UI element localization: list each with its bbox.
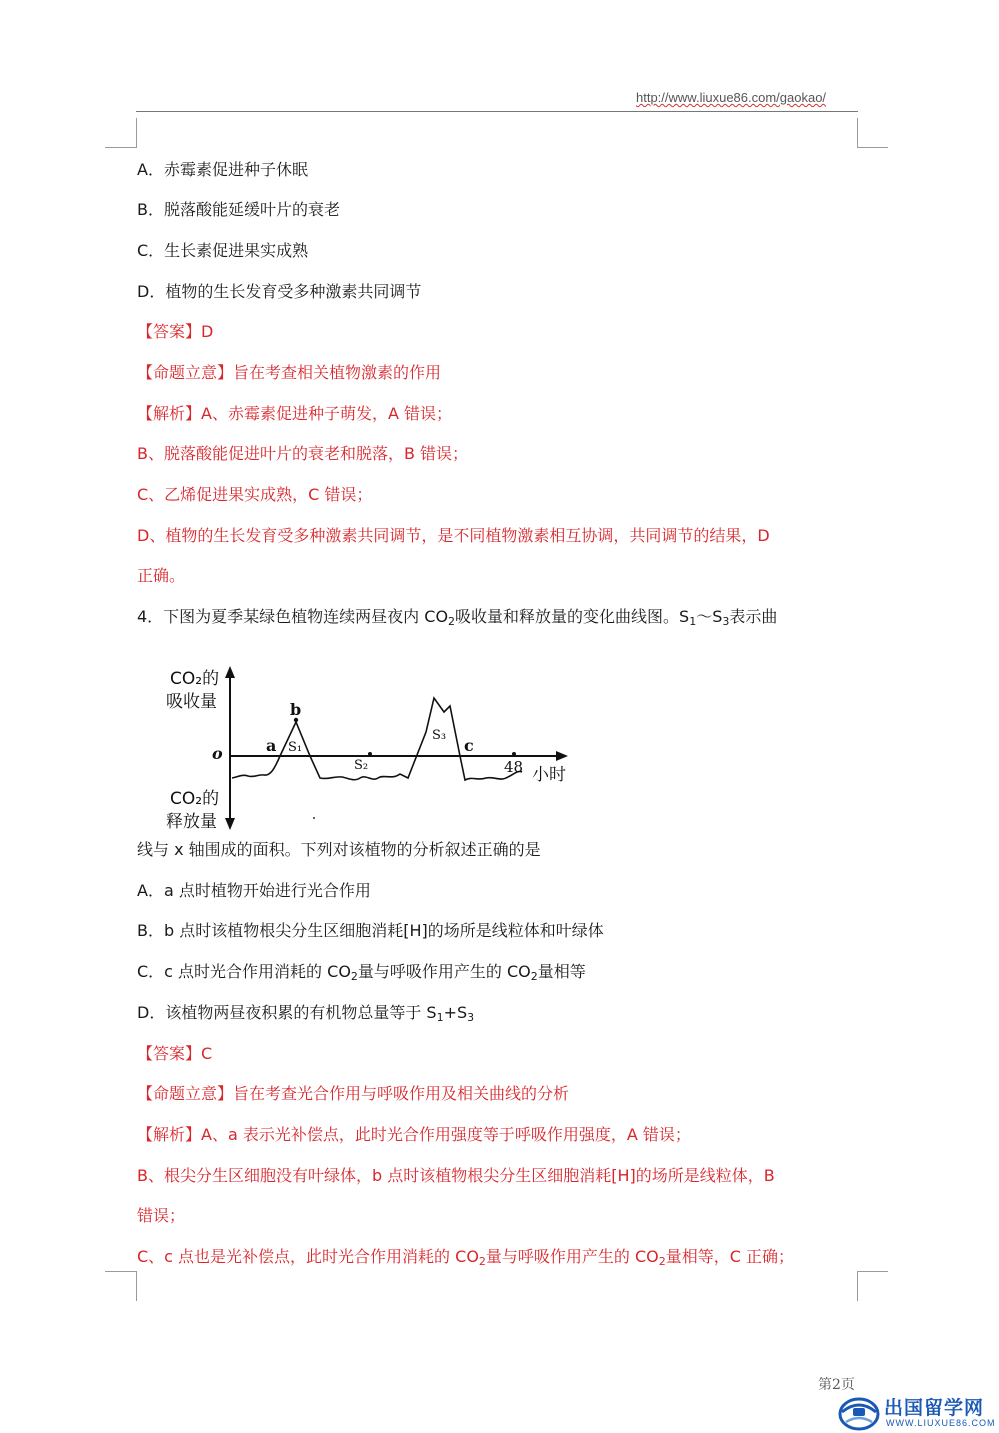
co2-curve-figure [160, 660, 580, 830]
q4-option-d-part: +S [443, 1003, 468, 1022]
q4-analysis-1: 【解析】A、a 表示光补偿点，此时光合作用强度等于呼吸作用强度，A 错误； [137, 1125, 691, 1144]
q3-analysis-1: 【解析】A、赤霉素促进种子萌发，A 错误； [137, 404, 452, 423]
subscript: 3 [467, 1011, 475, 1024]
q4-answer: 【答案】C [137, 1044, 213, 1063]
subscript: 3 [722, 615, 730, 628]
area-s2-label: S₂ [354, 758, 369, 773]
q4-analysis-4-part: C、c 点也是光补偿点，此时光合作用消耗的 CO [137, 1247, 479, 1266]
q4-stem-part: 4．下图为夏季某绿色植物连续两昼夜内 CO [137, 607, 449, 626]
q3-answer: 【答案】D [137, 322, 214, 341]
q4-option-c-part: C．c 点时光合作用消耗的 CO [137, 962, 351, 981]
q3-analysis-3: C、乙烯促进果实成熟，C 错误； [137, 485, 373, 504]
co2-curve-svg [160, 660, 580, 830]
q4-stem-part: 吸收量和释放量的变化曲线图。S [455, 607, 690, 626]
area-s3-label: S₃ [432, 728, 447, 743]
y-axis-label-top-2: 吸收量 [166, 692, 217, 712]
q4-stem-part: ～S [696, 607, 723, 626]
q4-stem-part: 表示曲 [729, 607, 778, 626]
y-axis-label-bottom-1: CO₂的 [170, 789, 220, 809]
q4-intent: 【命题立意】旨在考查光合作用与呼吸作用及相关曲线的分析 [137, 1084, 570, 1103]
site-logo[interactable] [838, 1391, 999, 1433]
y-axis-arrow-down [225, 818, 235, 830]
page-number: 第2页 [818, 1377, 855, 1393]
q4-option-a: A．a 点时植物开始进行光合作用 [137, 881, 371, 900]
area-s1-label: S₁ [288, 740, 303, 755]
globe-icon [838, 1392, 880, 1432]
q4-stem-line2: 线与 x 轴围成的面积。下列对该植物的分析叙述正确的是 [137, 840, 541, 859]
subscript: 2 [530, 970, 538, 983]
header-url[interactable]: http://www.liuxue86.com/gaokao/ [636, 90, 827, 105]
y-axis-arrow-up [225, 666, 235, 678]
crop-mark-tl [136, 118, 137, 148]
q4-option-b: B．b 点时该植物根尖分生区细胞消耗[H]的场所是线粒体和叶绿体 [137, 921, 604, 940]
q4-analysis-2: B、根尖分生区细胞没有叶绿体，b 点时该植物根尖分生区细胞消耗[H]的场所是线粒体，B [137, 1166, 775, 1185]
q4-analysis-4 [137, 1247, 794, 1267]
logo-text: 出国留学网 [884, 1397, 985, 1419]
crop-mark-tl [105, 147, 136, 148]
point-c-label: c [464, 736, 474, 755]
q3-option-b: B．脱落酸能延缓叶片的衰老 [137, 200, 340, 219]
subscript: 2 [350, 970, 358, 983]
q3-option-d: D．植物的生长发育受多种激素共同调节 [137, 282, 422, 301]
q3-option-a: A．赤霉素促进种子休眠 [137, 160, 308, 179]
x-tick-48-label: 48 [504, 758, 524, 776]
q4-option-c [137, 962, 586, 982]
q4-analysis-4-part: 量相等，C 正确； [665, 1247, 795, 1266]
crop-mark-br [858, 1271, 888, 1272]
header-rule [136, 111, 858, 112]
crop-mark-tr [858, 147, 888, 148]
subscript: 2 [478, 1255, 486, 1268]
q4-stem [137, 607, 777, 627]
q4-analysis-3: 错误； [137, 1206, 186, 1225]
x-tick-48-dot [512, 752, 516, 756]
logo-url: WWW.LIUXUE86.COM [886, 1418, 996, 1428]
subscript: 2 [658, 1255, 666, 1268]
q4-option-d [137, 1003, 474, 1023]
q3-analysis-2: B、脱落酸能促进叶片的衰老和脱落，B 错误； [137, 444, 469, 463]
crop-mark-tr [857, 118, 858, 148]
q3-intent: 【命题立意】旨在考查相关植物激素的作用 [137, 363, 442, 382]
y-axis-label-bottom-2: 释放量 [166, 812, 217, 832]
origin-label: o [212, 744, 223, 763]
y-axis-label-top-1: CO₂的 [170, 669, 220, 689]
point-b-label: b [290, 700, 302, 719]
q3-analysis-4: D、植物的生长发育受多种激素共同调节，是不同植物激素相互协调，共同调节的结果，D [137, 526, 770, 545]
crop-mark-br [857, 1271, 858, 1301]
q3-option-c: C．生长素促进果实成熟 [137, 241, 309, 260]
stray-dot [313, 817, 315, 819]
crop-mark-bl [136, 1271, 137, 1301]
q4-analysis-4-part: 量与呼吸作用产生的 CO [485, 1247, 659, 1266]
point-a-label: a [266, 736, 277, 755]
q4-option-c-part: 量与呼吸作用产生的 CO [357, 962, 531, 981]
q3-analysis-5: 正确。 [137, 566, 186, 585]
q4-option-c-part: 量相等 [537, 962, 586, 981]
x-axis-unit: 小时 [532, 765, 566, 785]
subscript: 1 [436, 1011, 444, 1024]
q4-option-d-part: D．该植物两昼夜积累的有机物总量等于 S [137, 1003, 437, 1022]
subscript: 1 [689, 615, 697, 628]
crop-mark-bl [105, 1271, 136, 1272]
subscript: 2 [448, 615, 456, 628]
x-tick-24-dot [368, 752, 372, 756]
